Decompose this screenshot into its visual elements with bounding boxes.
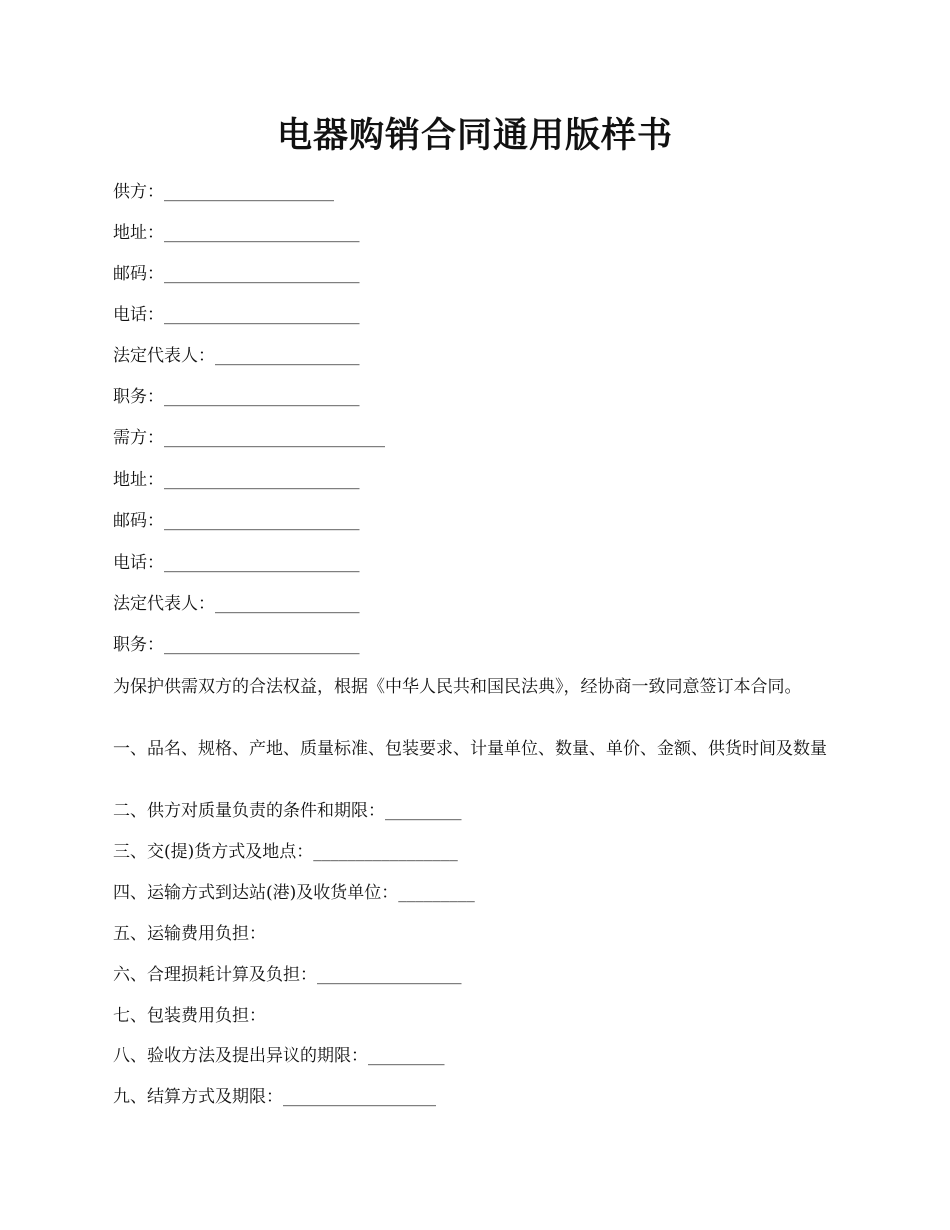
intro-paragraph: 为保护供需双方的合法权益，根据《中华人民共和国民法典》，经协商一致同意签订本合同。 (113, 677, 802, 697)
document-title: 电器购销合同通用版样书 (276, 115, 673, 156)
supplier-position-field: 职务：_______________________ (113, 387, 360, 407)
clause-7: 七、包装费用负担： (113, 1006, 266, 1026)
supplier-phone-field: 电话：_______________________ (113, 305, 360, 325)
buyer-position-field: 职务：_______________________ (113, 635, 360, 655)
buyer-postcode-field: 邮码：_______________________ (113, 511, 360, 531)
clause-8: 八、验收方法及提出异议的期限：_________ (113, 1046, 445, 1066)
clause-1: 一、品名、规格、产地、质量标准、包装要求、计量单位、数量、单价、金额、供货时间及数量 (113, 739, 827, 759)
clause-5: 五、运输费用负担： (113, 924, 266, 944)
clause-4: 四、运输方式到达站(港)及收货单位：_________ (113, 883, 475, 903)
buyer-address-field: 地址：_______________________ (113, 470, 360, 490)
buyer-legal-rep-field: 法定代表人：_________________ (113, 594, 360, 614)
clause-6: 六、合理损耗计算及负担：_________________ (113, 965, 462, 985)
clause-2: 二、供方对质量负责的条件和期限：_________ (113, 801, 462, 821)
supplier-name-field: 供方：____________________ (113, 182, 334, 202)
supplier-postcode-field: 邮码：_______________________ (113, 264, 360, 284)
clause-9: 九、结算方式及期限：__________________ (113, 1087, 436, 1107)
supplier-legal-rep-field: 法定代表人：_________________ (113, 346, 360, 366)
buyer-name-field: 需方：__________________________ (113, 428, 385, 448)
clause-3: 三、交(提)货方式及地点：_________________ (113, 842, 458, 862)
supplier-address-field: 地址：_______________________ (113, 223, 360, 243)
buyer-phone-field: 电话：_______________________ (113, 553, 360, 573)
